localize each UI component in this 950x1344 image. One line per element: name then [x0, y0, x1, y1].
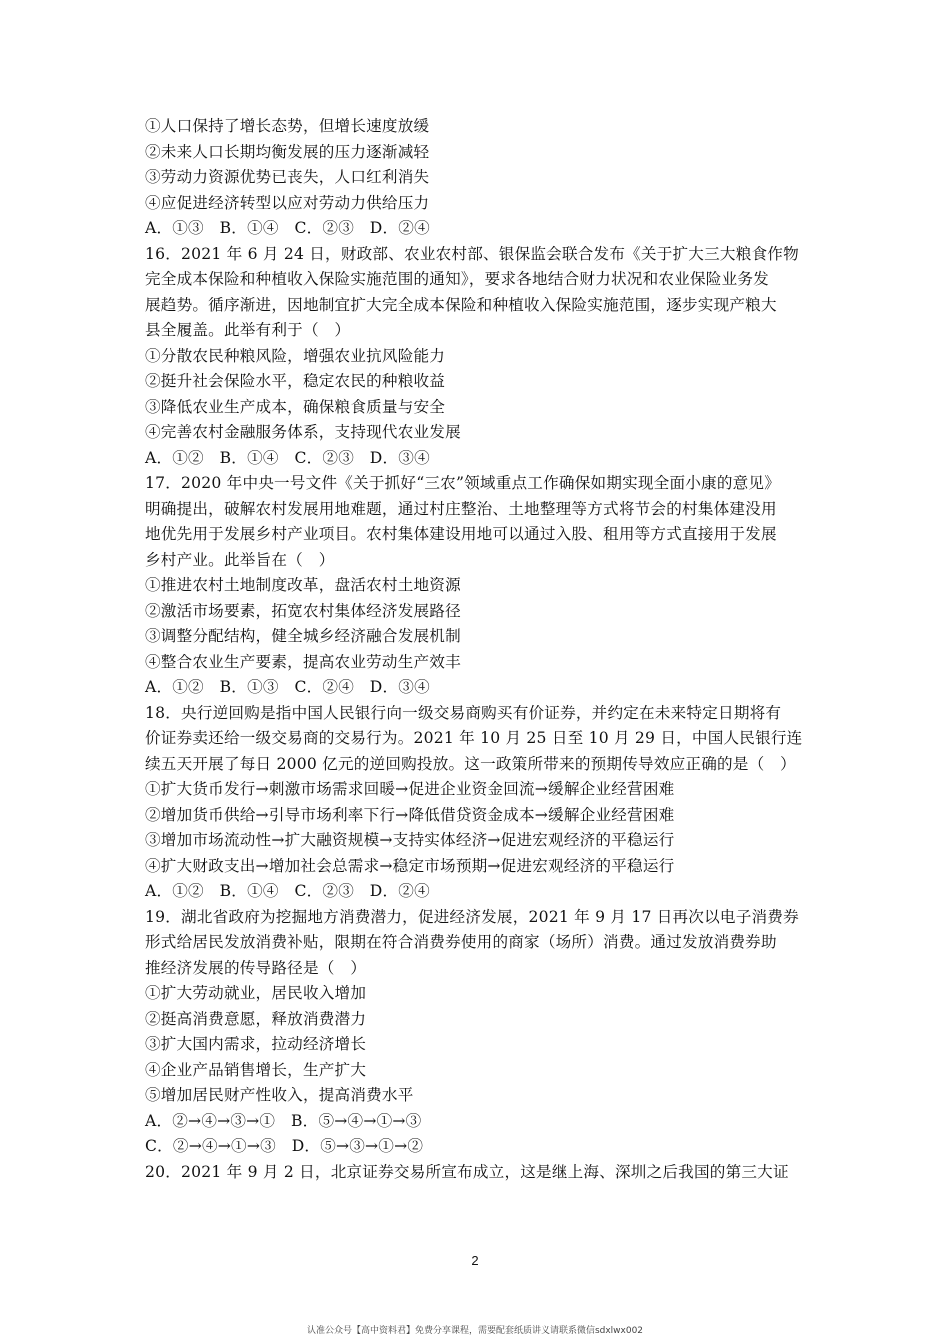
text-line: 价证券卖还给一级交易商的交易行为。2021 年 10 月 25 日至 10 月 29 日，中国人民银行连	[145, 729, 803, 747]
footer-watermark: 认准公众号【高中资料君】免费分享课程，需要配套纸质讲义请联系微信sdxlwx002	[306, 1326, 644, 1336]
text-line: 完全成本保险和种植收入保险实施范围的通知》，要求各地结合财力状况和农业保险业务发	[145, 270, 769, 288]
text-line: ④企业产品销售增长，生产扩大	[145, 1060, 367, 1079]
text-line: 形式给居民发放消费补贴，限期在符合消费券使用的商家（场所）消费。通过发放消费券助	[145, 933, 777, 951]
document-body	[145, 114, 817, 1185]
text-line: 19．湖北省政府为挖掘地方消费潜力，促进经济发展，2021 年 9 月 17 日再次以电子消费券	[145, 907, 799, 926]
text-line: A．①② B．①④ C．②③ D．②④	[145, 882, 430, 900]
text-line: ③增加市场流动性→扩大融资规模→支持实体经济→促进宏观经济的平稳运行	[145, 831, 675, 849]
text-line: ②未来人口长期均衡发展的压力逐渐减轻	[145, 142, 430, 161]
text-line: A．①② B．①③ C．②④ D．③④	[145, 678, 430, 696]
text-line: 17．2020 年中央一号文件《关于抓好“三农”领域重点工作确保如期实现全面小康的意见》	[145, 474, 781, 492]
text-line: ③调整分配结构，健全城乡经济融合发展机制	[145, 627, 461, 645]
text-line: 续五天开展了每日 2000 亿元的逆回购投放。这一政策所带来的预期传导效应正确的是（ ）	[145, 754, 796, 773]
text-line: ④整合农业生产要素，提高农业劳动生产效丰	[145, 652, 461, 671]
text-line: C．②→④→①→③ D．⑤→③→①→②	[145, 1137, 424, 1155]
text-line: 20．2021 年 9 月 2 日，北京证券交易所宣布成立，这是继上海、深圳之后我国的第三大证	[145, 1162, 789, 1181]
text-line: A．①③ B．①④ C．②③ D．②④	[145, 219, 430, 237]
text-line: 推经济发展的传导路径是（ ）	[145, 958, 367, 977]
text-line: ②挺升社会保险水平，稳定农民的种粮收益	[145, 372, 446, 390]
text-line: ①人口保持了增长态势，但增长速度放缓	[145, 117, 430, 135]
text-line: ①扩大货币发行→刺激市场需求回暖→促进企业资金回流→缓解企业经营困难	[145, 780, 675, 798]
text-line: ①扩大劳动就业，居民收入增加	[145, 984, 367, 1002]
text-line: A．②→④→③→① B．⑤→④→①→③	[145, 1111, 422, 1130]
text-line: 16．2021 年 6 月 24 日，财政部、农业农村部、银保监会联合发布《关于扩大三大粮食作物	[145, 244, 799, 263]
text-line: ①推进农村土地制度改革，盘活农村土地资源	[145, 576, 461, 594]
text-line: 乡村产业。此举旨在（ ）	[145, 550, 335, 569]
text-line: 展趋势。循序渐进，因地制宜扩大完全成本保险和种植收入保险实施范围，逐步实现产粮大	[145, 295, 777, 314]
text-line: 县全履盖。此举有利于（ ）	[145, 321, 351, 339]
text-line: A．①② B．①④ C．②③ D．③④	[145, 448, 430, 467]
text-line: ②增加货币供给→引导市场利率下行→降低借贷资金成本→缓解企业经营困难	[145, 805, 675, 824]
text-line: ②挺高消费意愿，释放消费潜力	[145, 1009, 367, 1028]
text-line: ③扩大国内需求，拉动经济增长	[145, 1035, 367, 1053]
text-line: 明确提出，破解农村发展用地难题，通过村庄整治、土地整理等方式将节会的村集体建没用	[145, 499, 777, 518]
text-line: ④扩大财政支出→增加社会总需求→稳定市场预期→促进宏观经济的平稳运行	[145, 856, 675, 875]
text-line: ③降低农业生产成本，确保粮食质量与安全	[145, 397, 446, 416]
text-line: ④应促进经济转型以应对劳动力供给压力	[145, 193, 430, 212]
text-line: ①分散农民种粮风险，增强农业抗风险能力	[145, 346, 446, 365]
text-line: ②激活市场要素，拓宽农村集体经济发展路径	[145, 601, 461, 620]
text-line: ④完善农村金融服务体系，支持现代农业发展	[145, 423, 461, 441]
page-number: 2	[471, 1253, 479, 1268]
text-line: 地优先用于发展乡村产业项目。农村集体建设用地可以通过入股、租用等方式直接用于发展	[145, 525, 777, 543]
text-line: ⑤增加居民财产性收入，提高消费水平	[145, 1086, 414, 1104]
text-line: ③劳动力资源优势已丧失，人口红利消失	[145, 168, 430, 186]
text-line: 18．央行逆回购是指中国人民银行向一级交易商购买有价证券，并约定在未来特定日期将有	[145, 703, 782, 722]
